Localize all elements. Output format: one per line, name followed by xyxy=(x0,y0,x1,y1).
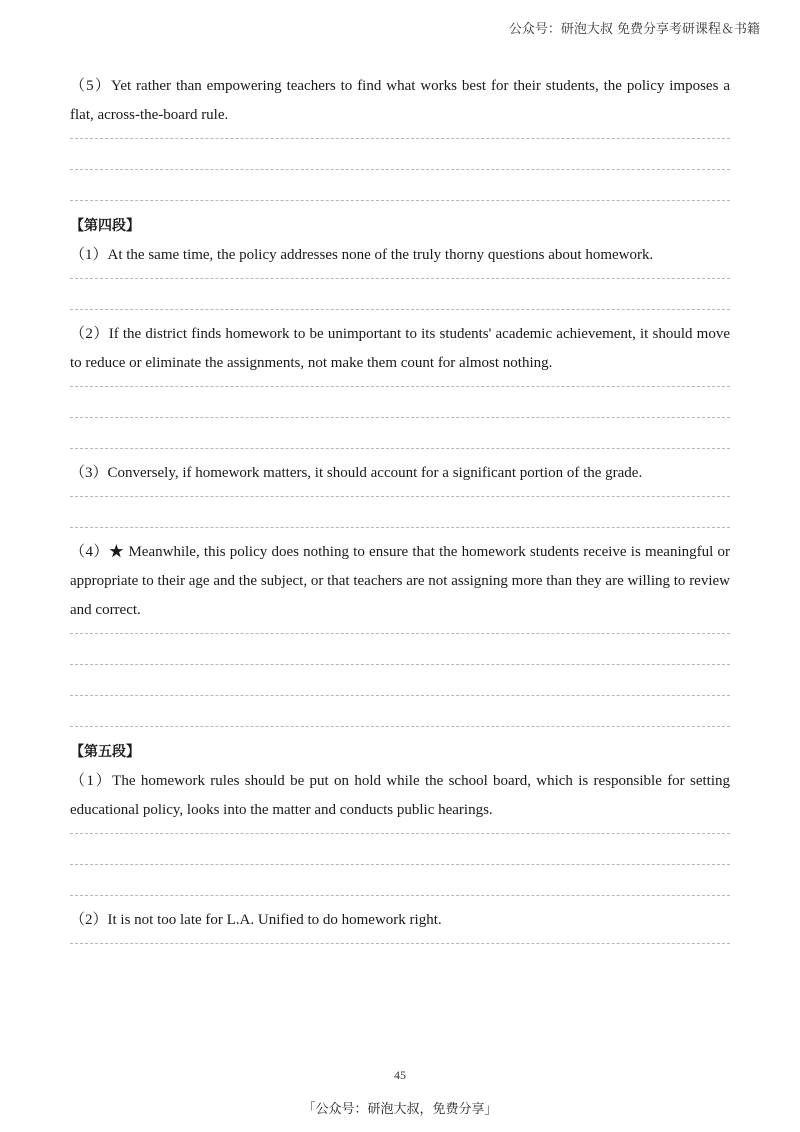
answer-line xyxy=(70,138,730,139)
sentence-text: （1）The homework rules should be put on hold while the school board, which is responsible for setting educational policy, looks into the matter and conducts public hearings. xyxy=(70,773,730,818)
sentence-text: （2）If the district finds homework to be unimportant to its students' academic achievement, it should move to reduce or eliminate the assignments, not make them count for almost nothing. xyxy=(70,326,730,371)
sentence-block xyxy=(70,538,730,727)
sentence-text: （3）Conversely, if homework matters, it should account for a significant portion of the grade. xyxy=(70,465,643,481)
page-header: 公众号：研泡大叔 免费分享考研课程＆书籍 xyxy=(508,22,760,37)
answer-line xyxy=(70,169,730,170)
page-number: 45 xyxy=(394,1068,406,1082)
sentence-block xyxy=(70,459,730,528)
answer-line xyxy=(70,527,730,528)
sentence-block xyxy=(70,72,730,201)
sentence-text: （1）At the same time, the policy addresses none of the truly thorny questions about homework. xyxy=(70,247,654,263)
answer-line xyxy=(70,200,730,201)
answer-lines xyxy=(70,943,730,944)
section-heading: 【第五段】 xyxy=(70,744,140,760)
sentence-block xyxy=(70,767,730,896)
answer-line xyxy=(70,496,730,497)
sentence-text: （2）It is not too late for L.A. Unified to do homework right. xyxy=(70,912,442,928)
worksheet-body xyxy=(70,72,730,954)
sentence-block xyxy=(70,906,730,944)
answer-lines xyxy=(70,833,730,896)
answer-line xyxy=(70,448,730,449)
answer-line xyxy=(70,864,730,865)
sentence-text: （4）★ Meanwhile, this policy does nothing to ensure that the homework students receive is meaningful or appropriate to their age and the subject, or that teachers are not assigning more than they are willing to review and correct. xyxy=(70,544,730,618)
answer-line xyxy=(70,309,730,310)
answer-lines xyxy=(70,386,730,449)
answer-lines xyxy=(70,633,730,727)
answer-line xyxy=(70,664,730,665)
sentence-block xyxy=(70,320,730,449)
answer-line xyxy=(70,943,730,944)
answer-lines xyxy=(70,496,730,528)
page-footer: 「公众号：研泡大叔，免费分享」 xyxy=(302,1102,498,1117)
answer-lines xyxy=(70,278,730,310)
answer-line xyxy=(70,833,730,834)
sentence-block xyxy=(70,241,730,310)
answer-line xyxy=(70,695,730,696)
answer-line xyxy=(70,726,730,727)
answer-line xyxy=(70,278,730,279)
answer-line xyxy=(70,417,730,418)
answer-lines xyxy=(70,138,730,201)
answer-line xyxy=(70,633,730,634)
section-heading: 【第四段】 xyxy=(70,218,140,234)
answer-line xyxy=(70,386,730,387)
answer-line xyxy=(70,895,730,896)
sentence-text: （5）Yet rather than empowering teachers to find what works best for their students, the policy imposes a flat, across-the-board rule. xyxy=(70,78,730,123)
